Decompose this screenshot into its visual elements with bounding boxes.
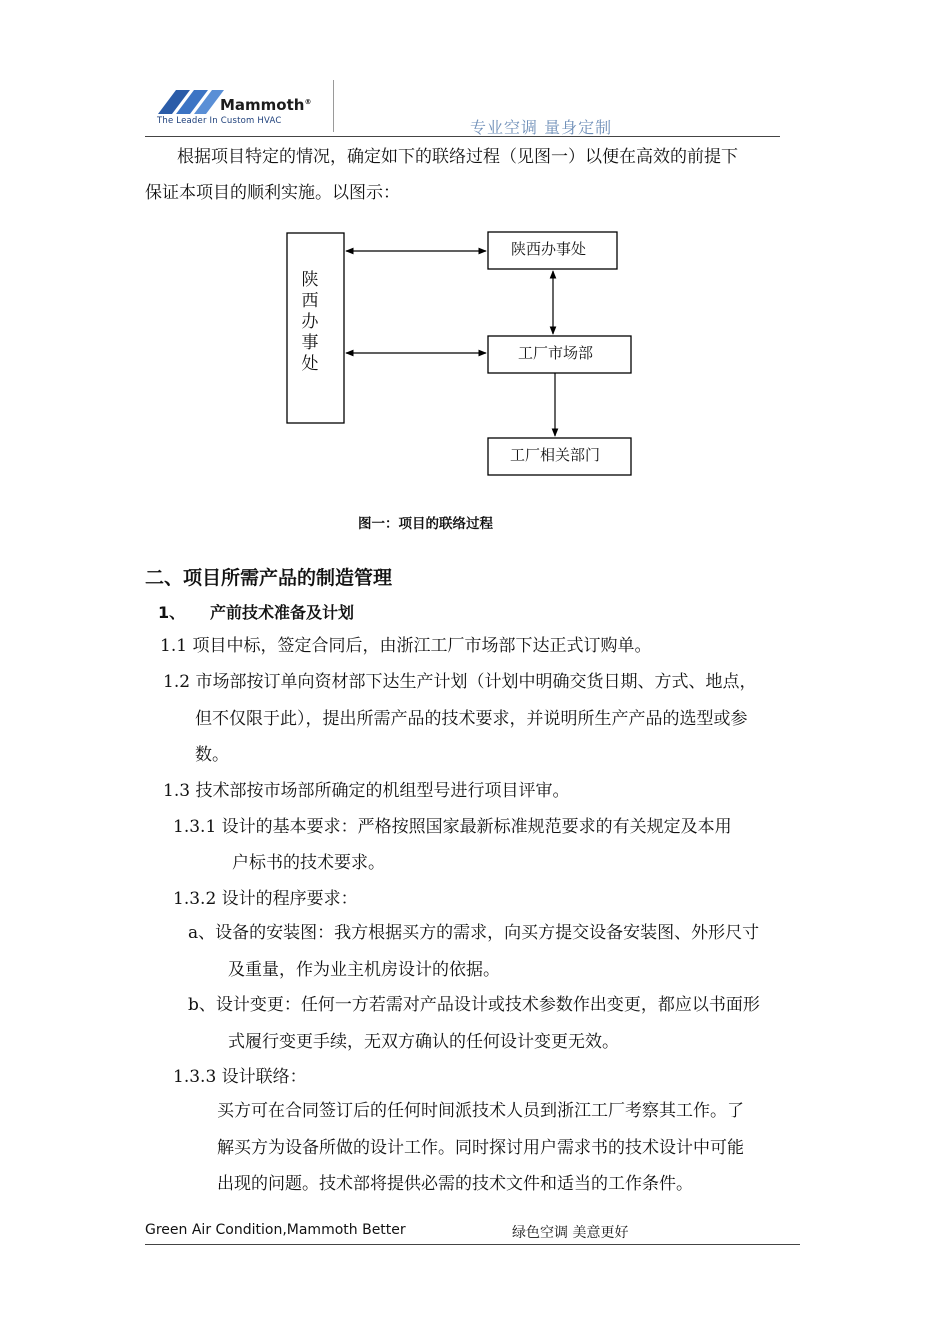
item-a-line-2: 及重量，作为业主机房设计的依据。 <box>228 960 500 980</box>
design-liaison-line-1: 买方可在合同签订后的任何时间派技术人员到浙江工厂考察其工作。了 <box>217 1101 744 1121</box>
footer-slogan-en: Green Air Condition,Mammoth Better <box>145 1222 406 1238</box>
header-divider <box>145 136 780 137</box>
item-a-line-1: a、设备的安装图：我方根据买方的需求，向买方提交设备安装图、外形尺寸 <box>188 923 760 943</box>
figure-caption: 图一：项目的联络过程 <box>358 516 493 532</box>
logo-wordmark: Mammoth® <box>220 96 312 114</box>
subsection-number: 1、 <box>158 603 186 622</box>
item-1-1: 1.1 项目中标，签定合同后，由浙江工厂市场部下达正式订购单。 <box>160 636 652 656</box>
item-1-3-3: 1.3.3 设计联络： <box>173 1067 307 1087</box>
top-office-label: 陕西办事处 <box>511 240 587 258</box>
header-slogan: 专业空调 量身定制 <box>470 118 613 137</box>
left-office-label: 陕 西 办 事 处 <box>301 270 319 374</box>
item-1-2-line-3: 数。 <box>195 745 229 765</box>
factory-departments-label: 工厂相关部门 <box>510 446 601 464</box>
item-1-3-1-line-1: 1.3.1 设计的基本要求：严格按照国家最新标准规范要求的有关规定及本用 <box>173 817 732 837</box>
mammoth-logo-icon <box>150 86 230 118</box>
design-liaison-line-2: 解买方为设备所做的设计工作。同时探讨用户需求书的技术设计中可能 <box>217 1138 744 1158</box>
item-b-line-2: 式履行变更手续，无双方确认的任何设计变更无效。 <box>228 1032 619 1052</box>
item-1-2-line-2: 但不仅限于此），提出所需产品的技术要求，并说明所生产产品的选型或参 <box>195 709 748 729</box>
factory-marketing-label: 工厂市场部 <box>518 344 594 362</box>
footer-divider <box>145 1244 800 1245</box>
logo-tagline: The Leader In Custom HVAC <box>157 116 282 126</box>
section-heading: 二、项目所需产品的制造管理 <box>145 567 393 589</box>
intro-line-1: 根据项目特定的情况，确定如下的联络过程（见图一）以便在高效的前提下 <box>177 147 738 167</box>
item-1-3-1-line-2: 户标书的技术要求。 <box>232 853 385 873</box>
design-liaison-line-3: 出现的问题。技术部将提供必需的技术文件和适当的工作条件。 <box>217 1174 693 1194</box>
footer-slogan-cn: 绿色空调 美意更好 <box>512 1225 629 1241</box>
intro-line-2: 保证本项目的顺利实施。以图示： <box>145 183 400 203</box>
item-1-3-2: 1.3.2 设计的程序要求： <box>173 889 358 909</box>
item-b-line-1: b、设计变更：任何一方若需对产品设计或技术参数作出变更，都应以书面形 <box>188 995 760 1015</box>
item-1-3: 1.3 技术部按市场部所确定的机组型号进行项目评审。 <box>163 781 570 801</box>
subsection-title: 产前技术准备及计划 <box>210 603 355 622</box>
item-1-2-line-1: 1.2 市场部按订单向资材部下达生产计划（计划中明确交货日期、方式、地点， <box>163 672 757 692</box>
